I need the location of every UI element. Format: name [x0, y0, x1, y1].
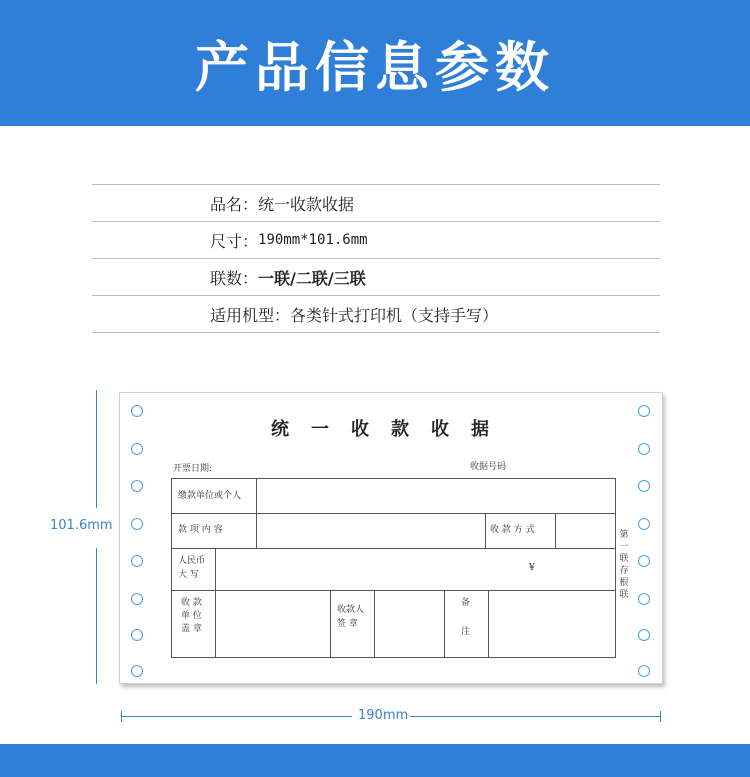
spec-row-name — [92, 184, 660, 221]
feed-hole-icon — [638, 480, 650, 492]
copy-label: 第一联存根联 — [619, 530, 629, 600]
payee-sign-label: 签 章 — [337, 619, 358, 629]
receipt-title: 统一收款收据 — [271, 419, 511, 440]
receipt-grid — [171, 478, 616, 658]
spec-label: 品名： — [210, 194, 259, 214]
unit-seal-label: 收 款 — [181, 598, 202, 608]
width-dimension-label: 190mm — [358, 708, 409, 723]
header-banner — [0, 0, 750, 126]
note-label: 备 — [461, 598, 471, 608]
payee-label: 收款人 — [337, 605, 365, 615]
spec-value: 190mm*101.6mm — [258, 232, 368, 248]
spec-row-size — [92, 221, 660, 258]
yen-symbol: ¥ — [529, 563, 535, 573]
spec-table — [92, 184, 660, 333]
note-label: 注 — [461, 627, 471, 637]
payment-method-label: 收 款 方 式 — [490, 525, 535, 535]
payer-label: 缴款单位或个人 — [178, 491, 242, 501]
spec-value: 一联/二联/三联 — [258, 268, 366, 288]
feed-hole-icon — [131, 518, 143, 530]
receipt-number-label: 收据号码 — [470, 462, 507, 472]
feed-hole-icon — [131, 665, 143, 677]
feed-hole-icon — [638, 555, 650, 567]
feed-hole-icon — [638, 665, 650, 677]
spec-row-copies — [92, 258, 660, 295]
spec-label: 联数： — [210, 268, 259, 288]
item-content-label: 款 项 内 容 — [178, 525, 223, 535]
spec-label: 尺寸： — [210, 231, 259, 251]
feed-hole-icon — [638, 593, 650, 605]
spec-label: 适用机型： — [210, 305, 291, 325]
feed-hole-icon — [638, 443, 650, 455]
issue-date-label: 开票日期: — [173, 464, 213, 474]
height-dimension-label: 101.6mm — [50, 518, 113, 533]
spec-row-printer — [92, 295, 660, 333]
feed-hole-icon — [131, 443, 143, 455]
rmb-capital-label: 大 写 — [178, 570, 199, 580]
feed-hole-icon — [131, 629, 143, 641]
receipt-form — [119, 392, 663, 684]
feed-hole-icon — [131, 480, 143, 492]
feed-hole-icon — [131, 555, 143, 567]
page-title: 产品信息参数 — [195, 35, 555, 99]
spec-value: 统一收款收据 — [258, 194, 355, 214]
footer-bar — [0, 744, 750, 777]
feed-hole-icon — [638, 518, 650, 530]
unit-seal-label: 单 位 — [181, 611, 202, 621]
rmb-label: 人民币 — [178, 556, 206, 566]
feed-hole-icon — [638, 629, 650, 641]
spec-value: 各类针式打印机（支持手写） — [290, 305, 499, 325]
unit-seal-label: 盖 章 — [181, 624, 202, 634]
feed-hole-icon — [131, 593, 143, 605]
